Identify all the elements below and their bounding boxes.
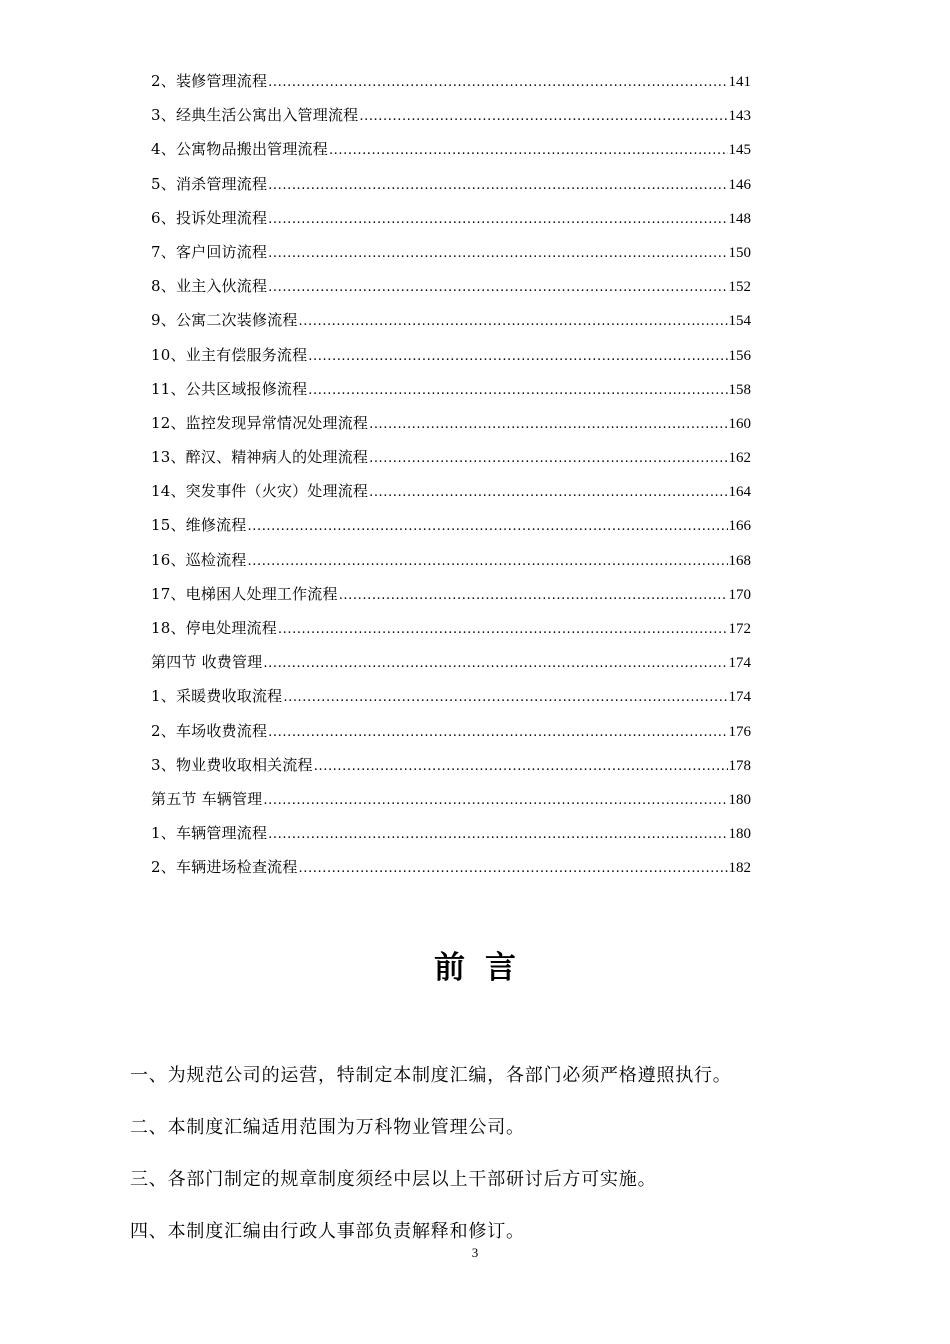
toc-entry-page: 146 <box>728 176 751 193</box>
toc-entry-page: 158 <box>728 381 751 398</box>
preface-item: 四、本制度汇编由行政人事部负责解释和修订。 <box>130 1221 525 1242</box>
toc-entry-title: 2、装修管理流程 <box>151 72 268 90</box>
toc-leader-dots <box>268 237 727 271</box>
toc-leader-dots <box>329 134 728 168</box>
toc-entry-page: 154 <box>728 313 751 330</box>
toc-leader-dots <box>369 442 727 476</box>
toc-entry-page: 141 <box>728 74 751 90</box>
toc-leader-dots <box>308 374 727 408</box>
toc-leader-dots <box>359 100 727 134</box>
toc-entry[interactable] <box>151 508 751 542</box>
preface-item: 一、为规范公司的运营，特制定本制度汇编，各部门必须严格遵照执行。 <box>130 1065 732 1086</box>
toc-entry-page: 174 <box>728 655 751 672</box>
toc-leader-dots <box>248 545 728 579</box>
toc-entry-page: 164 <box>728 484 751 501</box>
toc-entry-title: 13、醉汉、精神病人的处理流程 <box>151 448 369 467</box>
toc-section-entry[interactable] <box>151 645 751 679</box>
toc-entry-title: 第四节 收费管理 <box>151 653 263 672</box>
toc-entry-title: 6、投诉处理流程 <box>151 208 268 227</box>
toc-entry-title: 11、公共区域报修流程 <box>151 379 308 398</box>
toc-entry-title: 1、车辆管理流程 <box>151 824 268 843</box>
toc-leader-dots <box>278 613 728 647</box>
toc-entry-title: 3、经典生活公寓出入管理流程 <box>151 106 359 125</box>
toc-entry-title: 16、巡检流程 <box>151 550 247 569</box>
toc-entry[interactable] <box>151 132 751 166</box>
toc-entry-page: 180 <box>728 826 751 843</box>
toc-entry-page: 152 <box>728 279 751 296</box>
toc-entry-page: 143 <box>728 108 751 125</box>
toc-entry[interactable] <box>151 338 751 372</box>
toc-leader-dots <box>268 271 727 305</box>
toc-entry-title: 9、公寓二次装修流程 <box>151 311 298 330</box>
toc-entry-title: 10、业主有偿服务流程 <box>151 345 308 364</box>
toc-entry[interactable] <box>151 372 751 406</box>
toc-entry-page: 156 <box>728 347 751 364</box>
toc-entry[interactable] <box>151 440 751 474</box>
toc-entry[interactable] <box>151 98 751 132</box>
toc-entry[interactable] <box>151 816 751 850</box>
toc-entry[interactable] <box>151 201 751 235</box>
toc-entry-title: 5、消杀管理流程 <box>151 174 268 193</box>
toc-leader-dots <box>299 305 728 339</box>
toc-entry[interactable] <box>151 577 751 611</box>
toc-entry-page: 176 <box>728 723 751 740</box>
preface-item: 三、各部门制定的规章制度须经中层以上干部研讨后方可实施。 <box>130 1169 657 1190</box>
toc-entry-page: 182 <box>728 860 751 877</box>
toc-entry-title: 14、突发事件（火灾）处理流程 <box>151 482 369 501</box>
preface-heading: 前言 <box>434 950 536 986</box>
toc-leader-dots <box>339 579 728 613</box>
toc-entry-title: 18、停电处理流程 <box>151 619 277 637</box>
toc-entry[interactable] <box>151 406 751 440</box>
preface-list <box>130 1050 830 1258</box>
preface-item: 二、本制度汇编适用范围为万科物业管理公司。 <box>130 1117 525 1138</box>
toc-entry-page: 162 <box>728 450 751 467</box>
toc-entry-title: 1、采暖费收取流程 <box>151 687 283 706</box>
toc-entry[interactable] <box>151 303 751 337</box>
toc-entry-title: 4、公寓物品搬出管理流程 <box>151 140 328 159</box>
toc-entry[interactable] <box>151 64 751 98</box>
toc-entry-page: 168 <box>728 552 751 569</box>
toc-entry-page: 170 <box>728 586 751 603</box>
toc-entry-title: 12、监控发现异常情况处理流程 <box>151 413 369 432</box>
toc-leader-dots <box>283 681 727 715</box>
toc-entry[interactable] <box>151 543 751 577</box>
toc-entry-title: 7、客户回访流程 <box>151 242 268 261</box>
toc-leader-dots <box>268 66 727 100</box>
toc-entry-page: 145 <box>728 142 751 159</box>
toc-entry[interactable] <box>151 748 751 782</box>
toc-leader-dots <box>369 408 727 442</box>
toc-entry[interactable] <box>151 611 751 645</box>
toc-entry-page: 166 <box>728 518 751 535</box>
toc-entry[interactable] <box>151 714 751 748</box>
toc-section-entry[interactable] <box>151 782 751 816</box>
toc-entry-title: 2、车场收费流程 <box>151 721 268 740</box>
toc-leader-dots <box>263 784 727 818</box>
toc-leader-dots <box>314 750 728 784</box>
toc-leader-dots <box>308 340 727 374</box>
toc-leader-dots <box>268 203 727 237</box>
toc-entry[interactable] <box>151 167 751 201</box>
toc-entry[interactable] <box>151 679 751 713</box>
toc-entry-page: 160 <box>728 415 751 432</box>
toc-leader-dots <box>263 647 727 681</box>
toc-leader-dots <box>299 852 728 886</box>
toc-entry-title: 第五节 车辆管理 <box>151 789 263 808</box>
toc-entry-title: 2、车辆进场检查流程 <box>151 858 298 877</box>
toc-leader-dots <box>369 476 727 510</box>
table-of-contents <box>151 64 751 885</box>
toc-entry-page: 180 <box>728 791 751 808</box>
page-number: 3 <box>471 1245 479 1260</box>
toc-entry-title: 17、电梯困人处理工作流程 <box>151 584 338 603</box>
toc-entry[interactable] <box>151 850 751 884</box>
toc-entry-page: 148 <box>728 210 751 227</box>
toc-leader-dots <box>248 510 728 544</box>
toc-entry-page: 178 <box>728 757 751 774</box>
toc-entry[interactable] <box>151 269 751 303</box>
toc-leader-dots <box>268 716 727 750</box>
toc-entry-title: 8、业主入伙流程 <box>151 277 268 296</box>
toc-entry-page: 172 <box>728 621 751 637</box>
toc-entry[interactable] <box>151 235 751 269</box>
toc-entry-title: 15、维修流程 <box>151 516 247 535</box>
toc-entry-title: 3、物业费收取相关流程 <box>151 755 313 774</box>
toc-entry[interactable] <box>151 474 751 508</box>
toc-leader-dots <box>268 169 727 203</box>
toc-leader-dots <box>268 818 727 852</box>
toc-entry-page: 174 <box>728 689 751 706</box>
toc-entry-page: 150 <box>728 244 751 261</box>
